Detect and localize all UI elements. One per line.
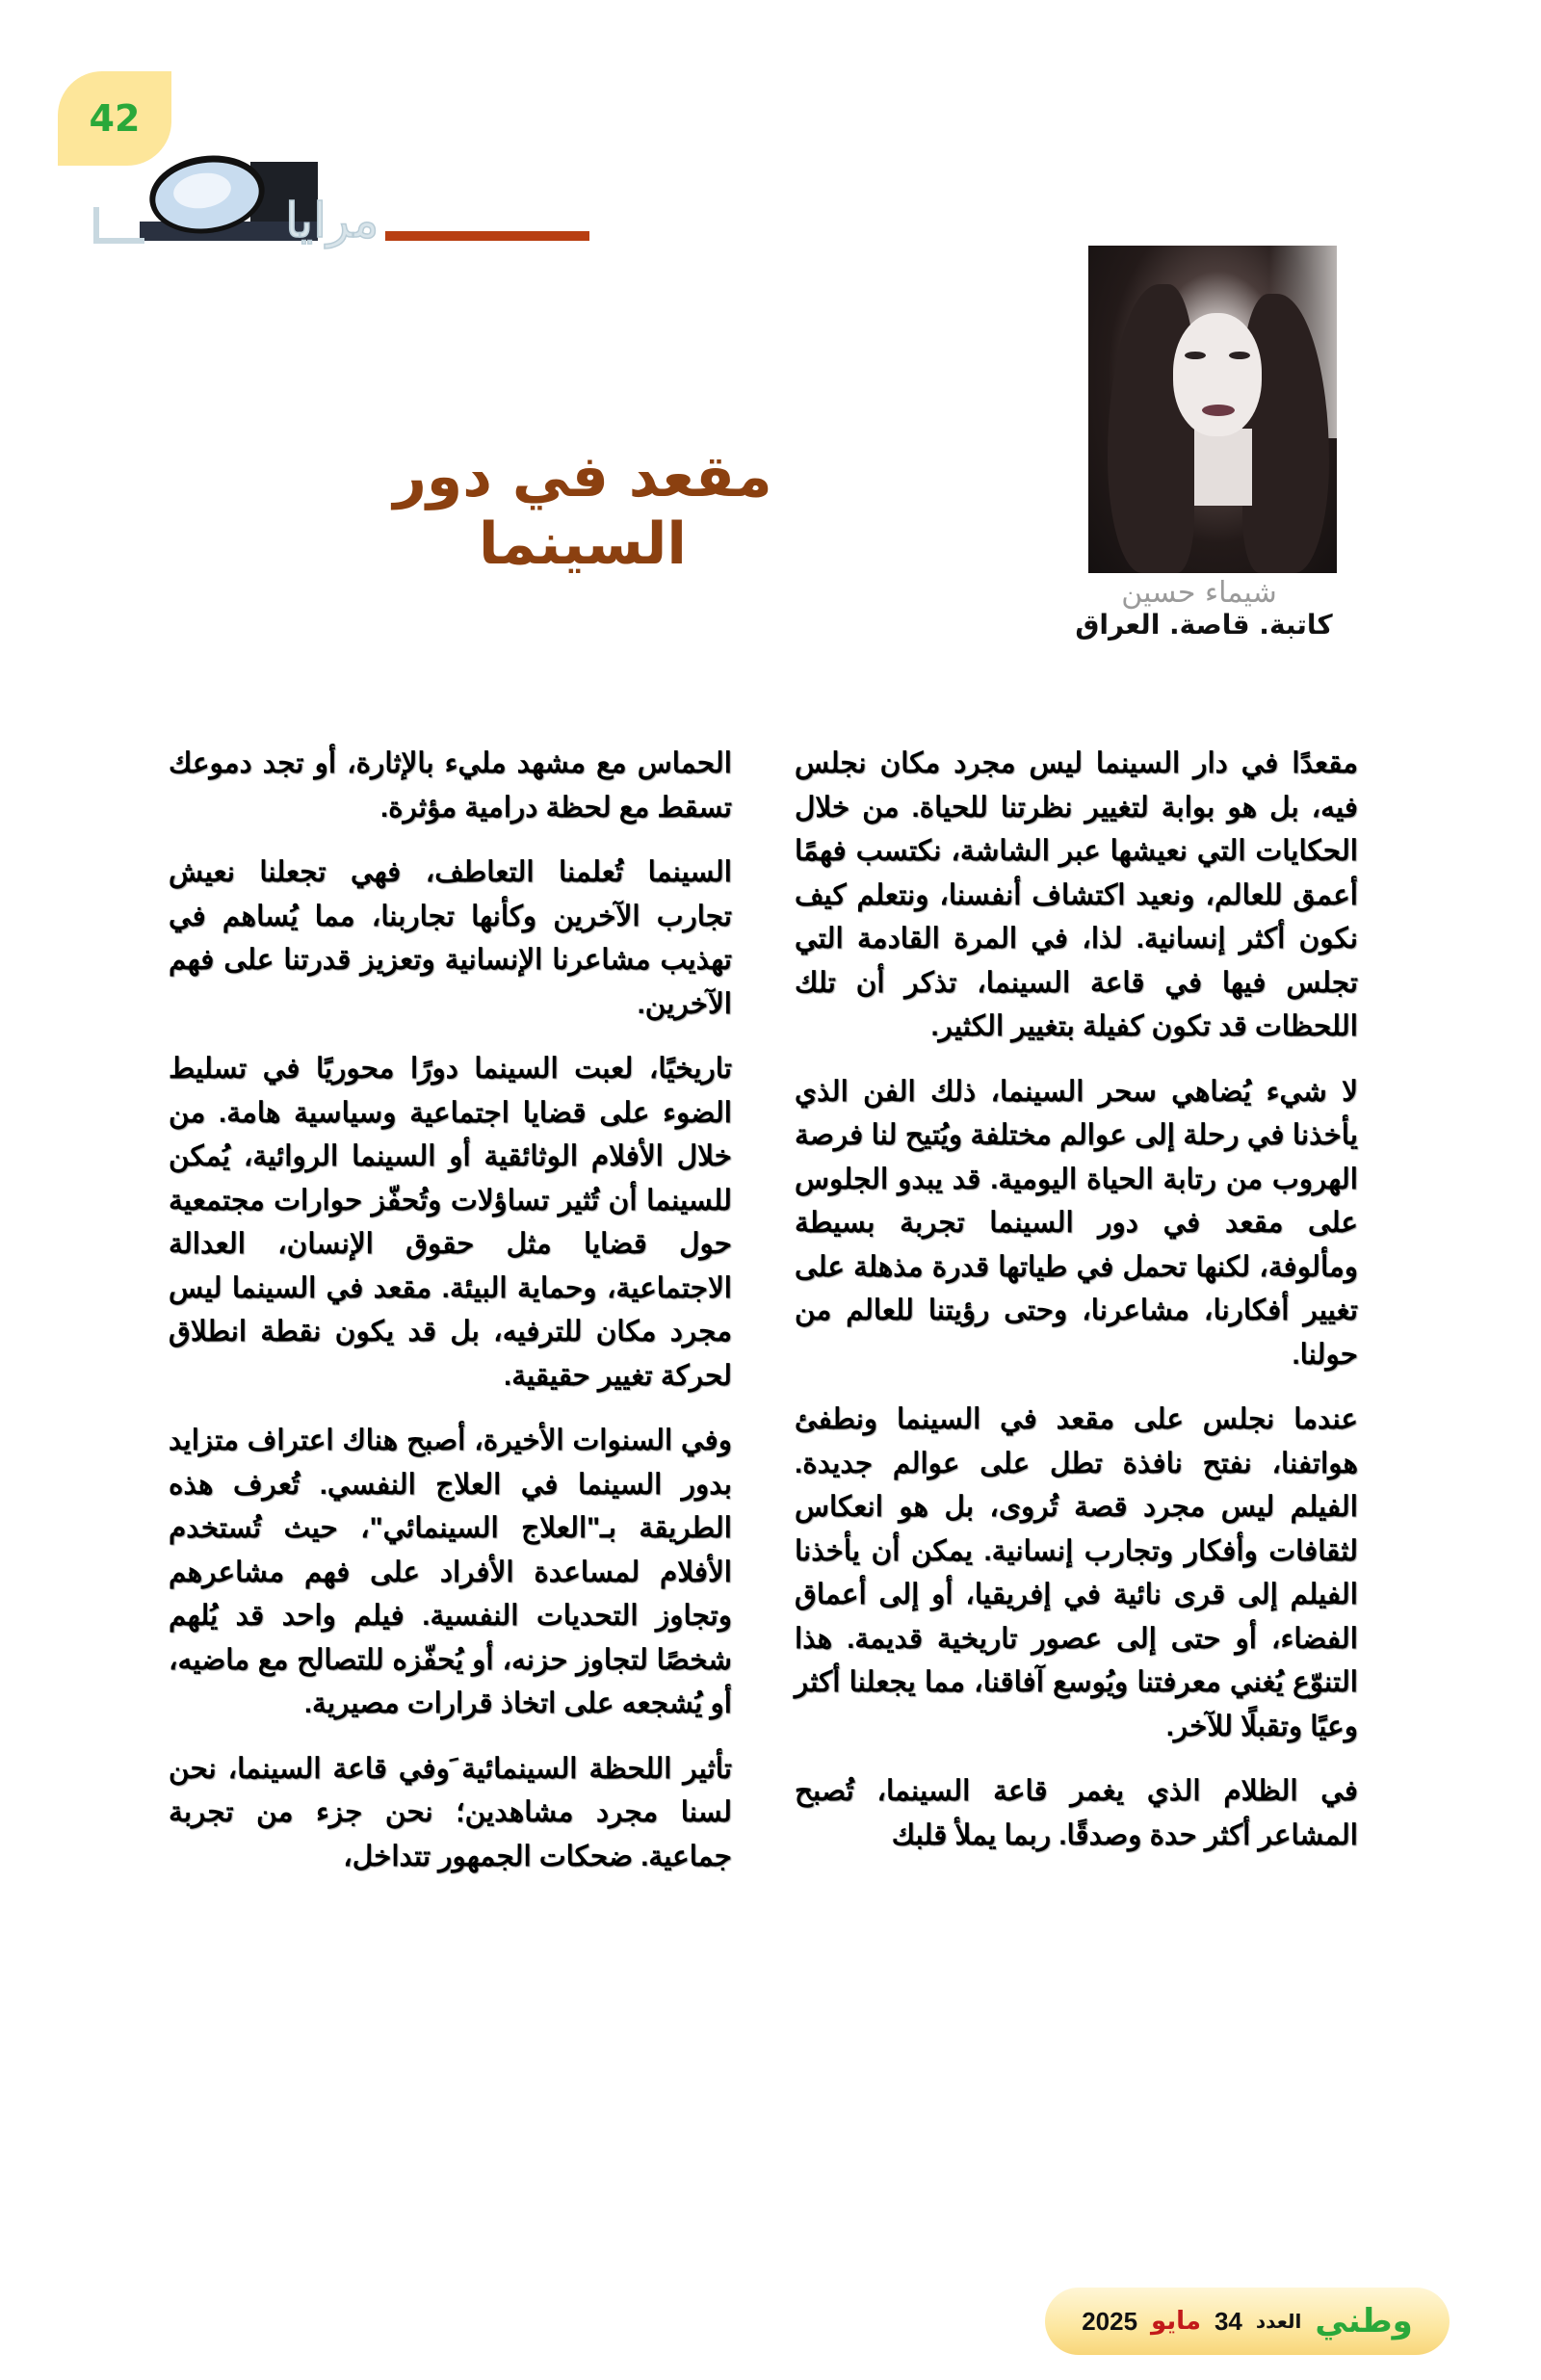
paragraph: الحماس مع مشهد مليء بالإثارة، أو تجد دموعك تسقط مع لحظة درامية مؤثرة. [169, 747, 732, 824]
paragraph: مقعدًا في دار السينما ليس مجرد مكان نجلس فيه، بل هو بوابة لتغيير نظرتنا للحياة. من خلال الحكايات التي نعيشها عبر الشاشة، نكتسب فهمًا أعمق للعالم، ونعيد اكتشاف أنفسنا، ونتعلم كيف نكون أكثر إنسانية. لذا، في المرة القادمة التي تجلس فيها في قاعة السينما، تذكر أن تلك اللحظات قد تكون كفيلة بتغيير الكثير. [795, 747, 1358, 1042]
section-accent-rule [385, 231, 589, 241]
magazine-footer [1045, 2288, 1450, 2355]
issue-year: 2025 [1082, 2306, 1138, 2336]
paragraph: لا شيء يُضاهي سحر السينما، ذلك الفن الذي يأخذنا في رحلة إلى عوالم مختلفة ويُتيح لنا فرصة الهروب من رتابة الحياة اليومية. قد يبدو الجلوس على مقعد في دور السينما تجربة بسيطة ومألوفة، لكنها تحمل في طياتها قدرة مذهلة على تغيير أفكارنا، مشاعرنا، وحتى رؤيتنا للعالم من حولنا. [795, 1075, 1358, 1371]
section-outline-stroke [96, 207, 144, 241]
section-name: مرايا [285, 193, 379, 248]
author-name: شيماء حسين [1121, 576, 1277, 610]
paragraph: وفي السنوات الأخيرة، أصبح هناك اعتراف متزايد بدور السينما في العلاج النفسي. تُعرف هذه الطريقة بـ"العلاج السينمائي"، حيث تُستخدم الأفلام لمساعدة الأفراد على فهم مشاعرهم وتجاوز التحديات النفسية. فيلم واحد قد يُلهم شخصًا لتجاوز حزنه، أو يُحفّزه للتصالح مع ماضيه، أو يُشجعه على اتخاذ قرارات مصيرية. [169, 1425, 732, 1719]
paragraph: السينما تُعلمنا التعاطف، فهي تجعلنا نعيش تجارب الآخرين وكأنها تجاربنا، مما يُساهم في تهذيب مشاعرنا الإنسانية وتعزيز قدرتنا على فهم الآخرين. [169, 856, 732, 1020]
paragraph: تاريخيًا، لعبت السينما دورًا محوريًا في تسليط الضوء على قضايا اجتماعية وسياسية هامة. من خلال الأفلام الوثائقية أو السينما الروائية، يُمكن للسينما أن تُثير تساؤلات وتُحفّز حوارات مجتمعية حول قضايا مثل حقوق الإنسان، العدالة الاجتماعية، وحماية البيئة. مقعد في السينما ليس مجرد مكان للترفيه، بل قد يكون نقطة انطلاق لحركة تغيير حقيقية. [169, 1053, 732, 1392]
article-column-right [795, 742, 1358, 1878]
issue-label: العدد [1255, 2310, 1302, 2333]
author-bio: كاتبة. قاصة. العراق [1075, 609, 1333, 641]
author-photo [1088, 246, 1337, 573]
article-title: مقعد في دور السينما [393, 443, 772, 578]
page-number: 42 [89, 97, 141, 140]
paragraph: عندما نجلس على مقعد في السينما ونطفئ هواتفنا، نفتح نافذة تطل على عوالم جديدة. الفيلم ليس مجرد قصة تُروى، بل هو انعكاس لثقافات وأفكار وتجارب إنسانية. يمكن أن يأخذنا الفيلم إلى قرى نائية في إفريقيا، أو إلى أعماق الفضاء، أو حتى إلى عصور تاريخية قديمة. هذا التنوّع يُغني معرفتنا ويُوسع آفاقنا، مما يجعلنا أكثر وعيًا وتقبلًا للآخر. [795, 1403, 1358, 1742]
issue-month: مايو [1151, 2307, 1201, 2336]
issue-number: 34 [1214, 2306, 1242, 2336]
page-number-badge [58, 71, 171, 166]
magazine-brand: وطني [1315, 2302, 1413, 2341]
article-column-left [169, 742, 732, 1899]
paragraph: تأثير اللحظة السينمائية َوفي قاعة السينما، نحن لسنا مجرد مشاهدين؛ نحن جزء من تجربة جماعية. ضحكات الجمهور تتداخل، [169, 1752, 732, 1872]
paragraph: في الظلام الذي يغمر قاعة السينما، تُصبح المشاعر أكثر حدة وصدقًا. ربما يملأ قلبك [795, 1775, 1358, 1851]
